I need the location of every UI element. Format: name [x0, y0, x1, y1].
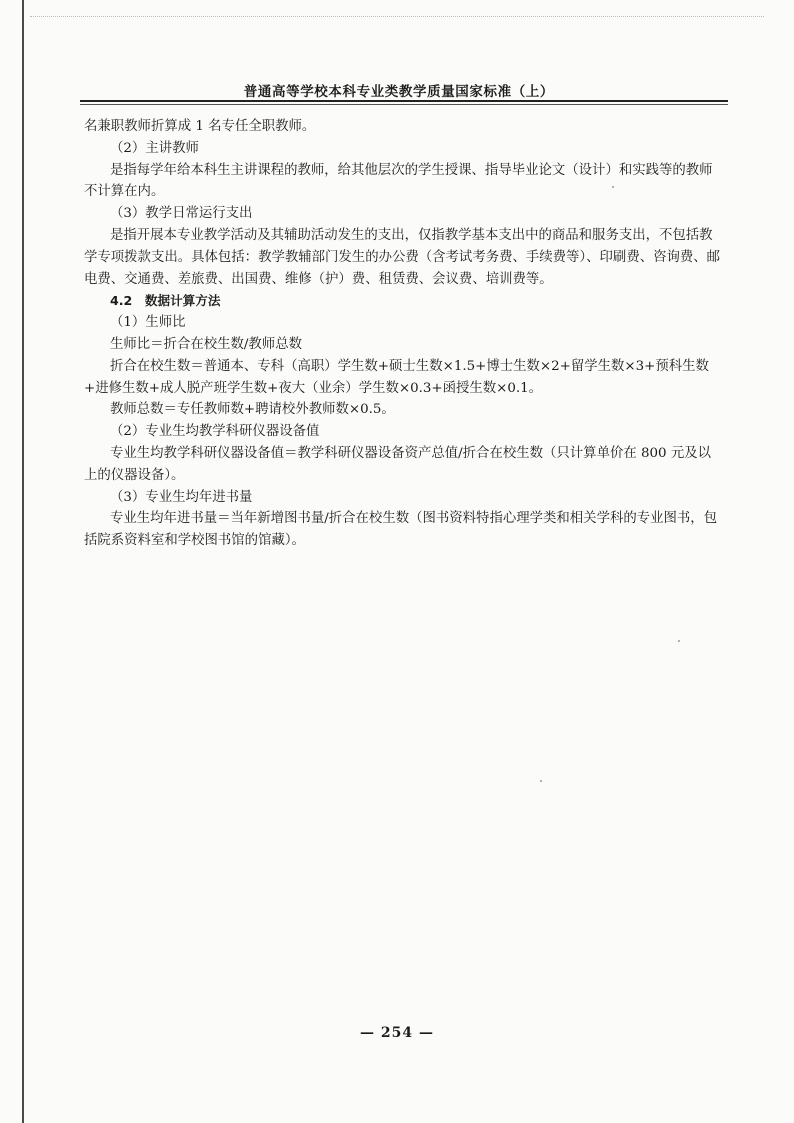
subheading-books-per-student: （3）专业生均年进书量 — [110, 489, 253, 505]
scan-speck — [678, 640, 680, 642]
header-rule-thin — [80, 104, 728, 105]
paragraph-lead-teacher: 是指每学年给本科生主讲课程的教师，给其他层次的学生授课、指导毕业论文（设计）和实践等的教师不计算在内。 — [84, 162, 713, 200]
header-rule — [80, 100, 728, 102]
scan-edge-marks — [30, 16, 764, 18]
subheading-daily-expenses: （3）教学日常运行支出 — [110, 206, 253, 222]
subheading-equipment-value: （2）专业生均教学科研仪器设备值 — [110, 424, 320, 440]
formula-books-per-student: 专业生均年进书量＝当年新增图书量/折合在校生数（图书资料特指心理学类和相关学科的专业图书，包括院系资料室和学校图书馆的馆藏）。 — [84, 511, 718, 549]
running-header-title: 普通高等学校本科专业类教学质量国家标准（上） — [243, 84, 554, 100]
formula-total-teachers: 教师总数＝专任教师数+聘请校外教师数×0.5。 — [110, 402, 395, 418]
subheading-student-teacher-ratio: （1）生师比 — [110, 315, 186, 331]
formula-student-teacher-ratio: 生师比＝折合在校生数/教师总数 — [110, 336, 302, 352]
scan-speck — [612, 186, 614, 188]
scan-speck — [540, 780, 542, 782]
section-heading-4-2: 4.2 数据计算方法 — [110, 293, 221, 309]
subheading-lead-teacher: （2）主讲教师 — [110, 140, 199, 156]
formula-equivalent-students: 折合在校生数＝普通本、专科（高职）学生数+硕士生数×1.5+博士生数×2+留学生数×3+预科生数+进修生数+成人脱产班学生数+夜大（业余）学生数×0.3+函授生数×0.1。 — [84, 358, 709, 396]
formula-equipment-value: 专业生均教学科研仪器设备值＝教学科研仪器设备资产总值/折合在校生数（只计算单价在 800 元及以上的仪器设备）。 — [84, 445, 711, 483]
page-content — [84, 116, 724, 552]
binding-line — [22, 0, 24, 1123]
paragraph-continuation: 名兼职教师折算成 1 名专任全职教师。 — [84, 119, 316, 134]
page-number: — 254 — — [360, 1025, 434, 1041]
paragraph-daily-expenses: 是指开展本专业教学活动及其辅助活动发生的支出，仅指教学基本支出中的商品和服务支出，不包括教学专项拨款支出。具体包括：教学教辅部门发生的办公费（含考试考务费、手续费等）、印刷费、咨询费、邮电费、交通费、差旅费、出国费、维修（护）费、租赁费、会议费、培训费等。 — [84, 227, 721, 287]
